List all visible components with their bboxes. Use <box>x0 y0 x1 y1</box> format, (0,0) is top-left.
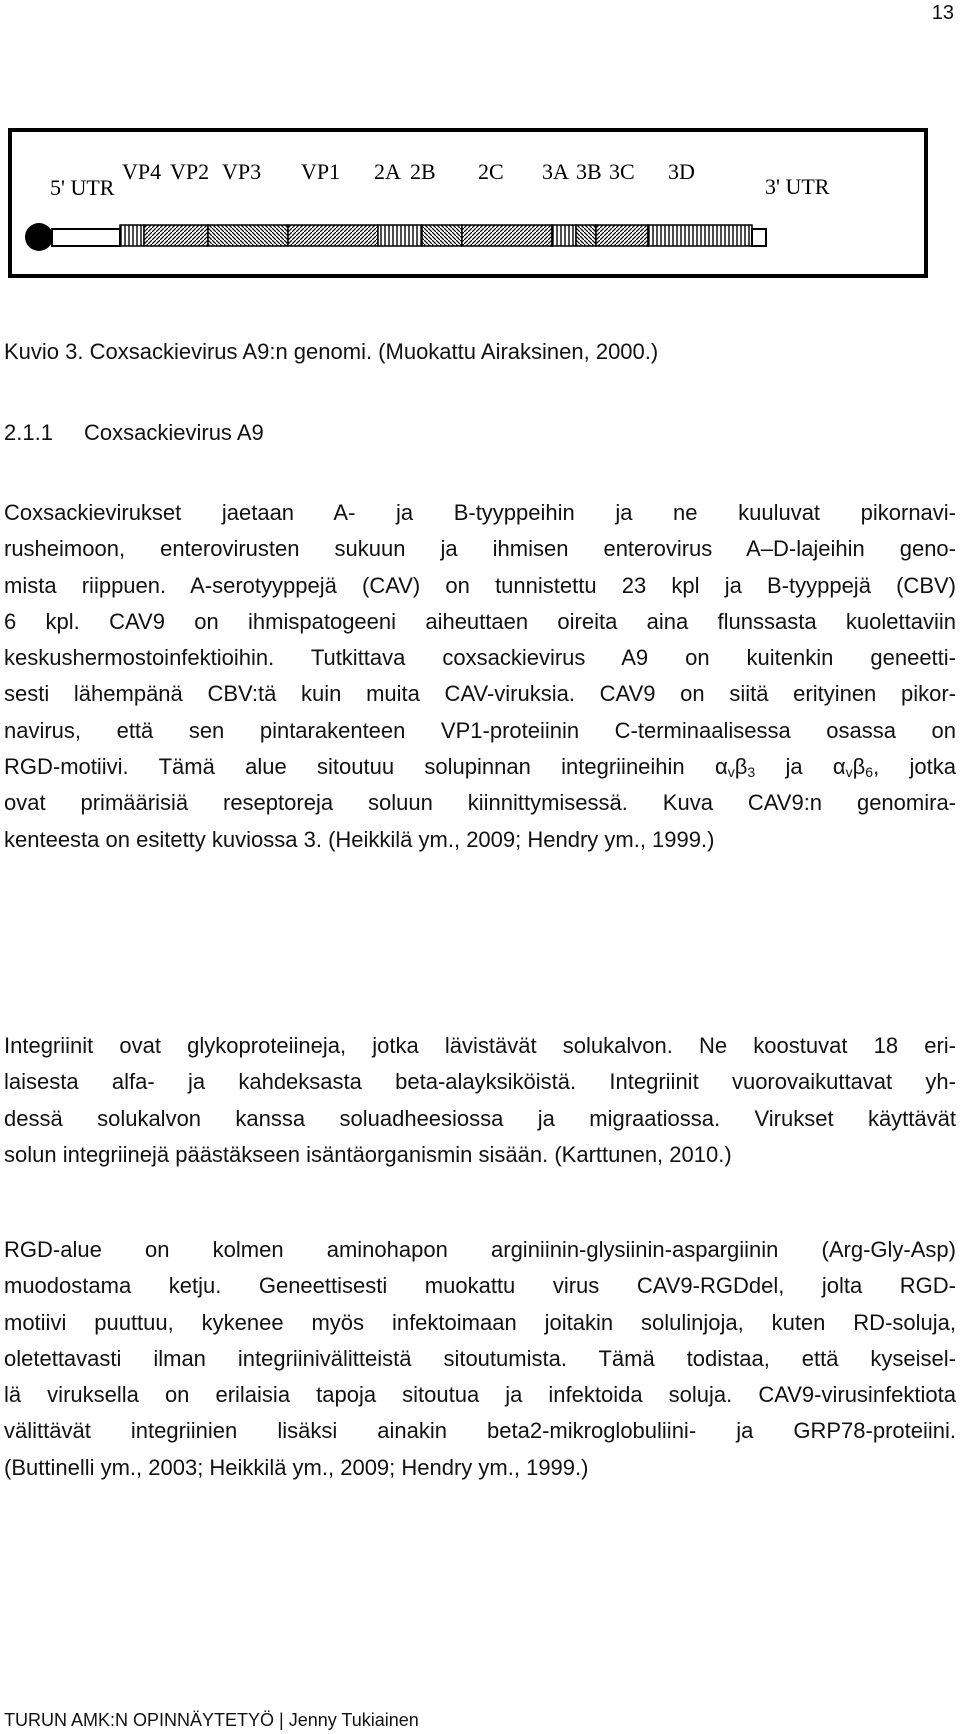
paragraph-line: (Buttinelli ym., 2003; Heikkilä ym., 2009; Hendry ym., 1999.) <box>4 1454 589 1480</box>
section-heading <box>4 420 264 446</box>
genome-diagram <box>12 132 924 274</box>
paragraph-1 <box>4 495 956 858</box>
five-prime-cap <box>25 223 53 251</box>
label-3b: 3B <box>576 159 602 184</box>
p2c-segment <box>462 225 552 246</box>
subscript: 3 <box>747 764 756 781</box>
paragraph-line: RGD-alue on kolmen aminohapon arginiinin-glysiinin-aspargiinin (Arg-Gly-Asp) <box>4 1237 956 1262</box>
label-3c: 3C <box>609 159 635 184</box>
paragraph-line: kenteesta on esitetty kuviossa 3. (Heikkilä ym., 2009; Hendry ym., 1999.) <box>4 826 715 852</box>
section-number: 2.1.1 <box>4 420 53 445</box>
paragraph-line: rusheimoon, enterovirusten sukuun ja ihmisen enterovirus A–D-lajeihin geno- <box>4 536 956 562</box>
paragraph-line: ovat primäärisiä reseptoreja soluun kiinnittymisessä. Kuva CAV9:n genomira- <box>4 790 956 816</box>
page-number: 13 <box>931 2 954 24</box>
paragraph-line: sesti lähempänä CBV:tä kuin muita CAV-viruksia. CAV9 on siitä erityinen pikor- <box>4 681 956 707</box>
p3c-segment <box>596 225 648 246</box>
label-3a: 3A <box>542 159 569 184</box>
text-fragment: ja α <box>755 754 846 780</box>
p3b-segment <box>576 225 596 246</box>
label-utr5: 5' UTR <box>50 175 115 200</box>
paragraph-2 <box>4 1028 956 1173</box>
paragraph-line: välittävät integriinien lisäksi ainakin beta2-mikroglobuliini- ja GRP78-proteiini. <box>4 1418 956 1444</box>
text-fragment: , jotka <box>873 754 956 780</box>
text-fragment: β <box>852 754 866 780</box>
subscript: v <box>845 764 853 781</box>
figure-caption: Kuvio 3. Coxsackievirus A9:n genomi. (Muokattu Airaksinen, 2000.) <box>4 339 659 364</box>
label-vp3: VP3 <box>222 159 262 184</box>
vp3-segment <box>208 225 288 246</box>
paragraph-line: laisesta alfa- ja kahdeksasta beta-alayksiköistä. Integriinit vuorovaikuttavat yh- <box>4 1069 956 1095</box>
paragraph-line: dessä solukalvon kanssa soluadheesiossa ja migraatiossa. Virukset käyttävät <box>4 1105 956 1131</box>
paragraph-line: navirus, että sen pintarakenteen VP1-proteiinin C-terminaalisessa osassa on <box>4 717 956 743</box>
paragraph-line: mista riippuen. A-serotyyppejä (CAV) on tunnistettu 23 kpl ja B-tyyppejä (CBV) <box>4 572 956 598</box>
p2b-segment <box>422 225 462 246</box>
subscript: v <box>727 764 735 781</box>
paragraph-line: solun integriinejä päästäkseen isäntäorganismin sisään. (Karttunen, 2010.) <box>4 1141 732 1167</box>
subscript: 6 <box>865 764 874 781</box>
label-2c: 2C <box>478 159 504 184</box>
utr3-segment <box>752 229 766 246</box>
text-fragment: RGD-motiivi. Tämä alue sitoutuu solupinnan integriineihin α <box>4 754 728 780</box>
label-2a: 2A <box>374 159 401 184</box>
p3d-segment <box>648 225 752 246</box>
paragraph-line: 6 kpl. CAV9 on ihmispatogeeni aiheuttaen oireita aina flunssasta kuolettaviin <box>4 608 956 634</box>
paragraph-line: motiivi puuttuu, kykenee myös infektoimaan joitakin solulinjoja, kuten RD-soluja, <box>4 1309 956 1335</box>
paragraph-line: keskushermostoinfektioihin. Tutkittava coxsackievirus A9 on kuitenkin geneetti- <box>4 645 956 671</box>
p2a-segment <box>378 225 422 246</box>
p3a-segment <box>552 225 576 246</box>
label-utr3: 3' UTR <box>765 174 830 199</box>
label-vp4: VP4 <box>122 159 162 184</box>
label-3d: 3D <box>668 159 695 184</box>
vp4-segment <box>120 225 144 246</box>
text-fragment: β <box>734 754 748 780</box>
label-vp2: VP2 <box>170 159 210 184</box>
paragraph-line: Coxsackievirukset jaetaan A- ja B-tyyppeihin ja ne kuuluvat pikornavi- <box>4 500 956 525</box>
utr5-segment <box>52 229 120 246</box>
page-footer: TURUN AMK:N OPINNÄYTETYÖ | Jenny Tukiainen <box>4 1710 419 1730</box>
vp1-segment <box>288 225 378 246</box>
paragraph-line: Integriinit ovat glykoproteiineja, jotka lävistävät solukalvon. Ne koostuvat 18 eri- <box>4 1033 956 1058</box>
paragraph-line: muodostama ketju. Geneettisesti muokattu virus CAV9-RGDdel, jolta RGD- <box>4 1273 956 1299</box>
paragraph-line: lä viruksella on erilaisia tapoja sitoutua ja infektoida soluja. CAV9-virusinfektiota <box>4 1382 956 1408</box>
paragraph-3 <box>4 1232 956 1486</box>
paragraph-line-integrins <box>4 749 956 785</box>
label-vp1: VP1 <box>301 159 341 184</box>
section-title: Coxsackievirus A9 <box>84 420 264 445</box>
vp2-segment <box>144 225 208 246</box>
genome-figure <box>8 128 928 278</box>
paragraph-line: oletettavasti ilman integriinivälitteistä sitoutumista. Tämä todistaa, että kyseisel- <box>4 1345 956 1371</box>
label-2b: 2B <box>410 159 436 184</box>
